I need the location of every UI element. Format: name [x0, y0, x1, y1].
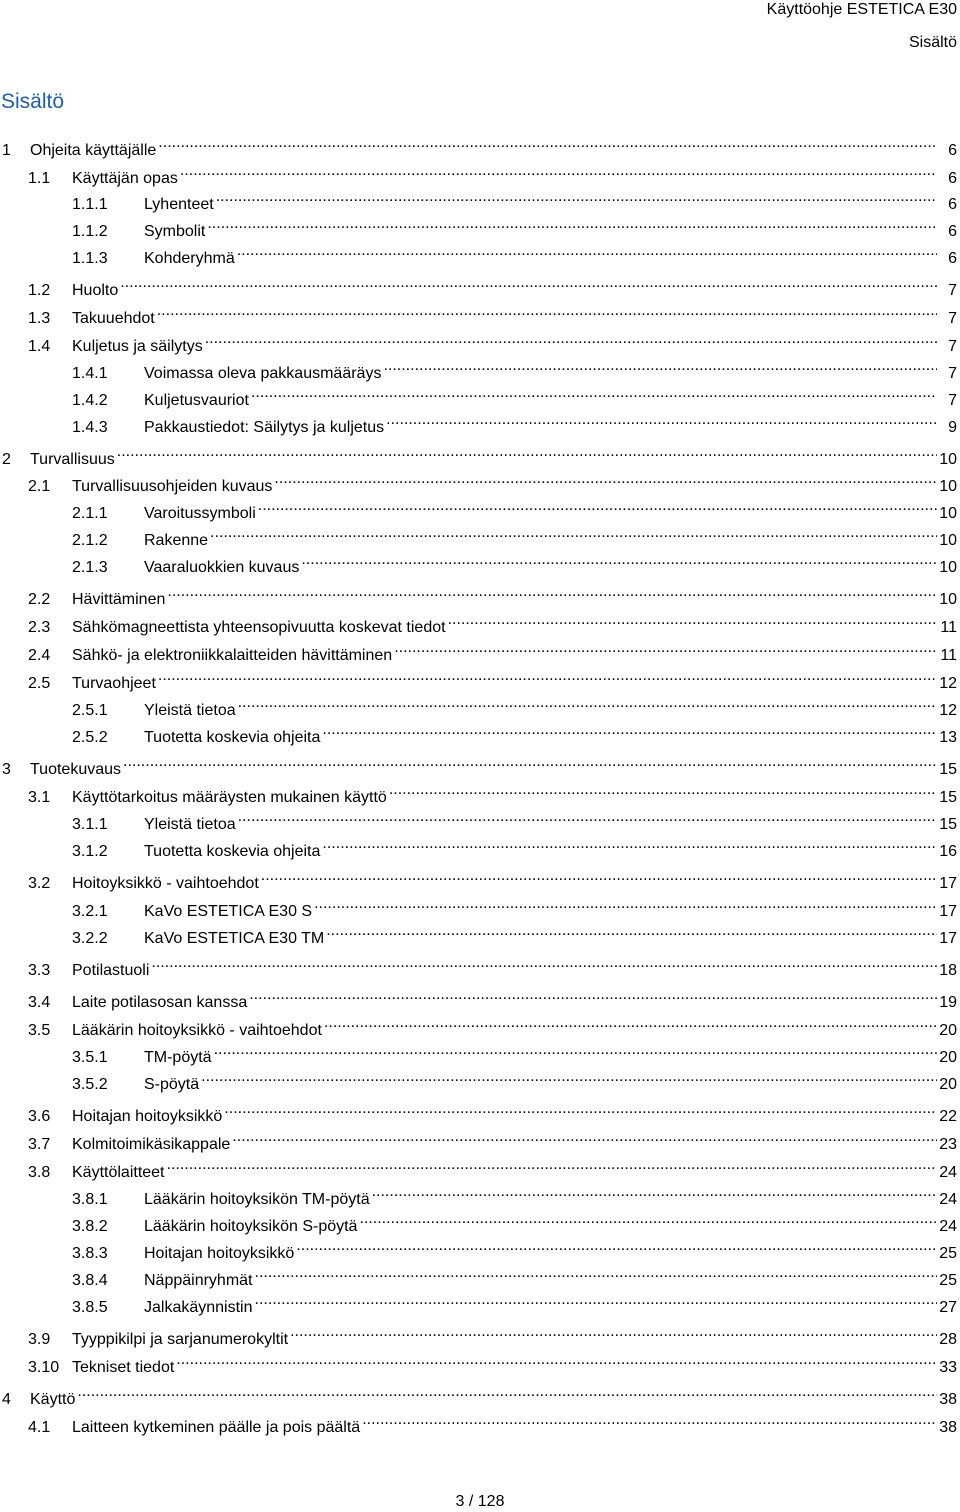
document-title-header: Käyttöohje ESTETICA E30 [766, 1, 957, 18]
toc-entry-label: Vaaraluokkien kuvaus [144, 559, 300, 576]
toc-entry[interactable] [0, 1322, 957, 1348]
toc-entry-page: 38 [939, 1419, 957, 1436]
toc-entry-label: Laitteen kytkeminen päälle ja pois päältä [72, 1419, 361, 1436]
toc-entry-label: Voimassa oleva pakkausmääräys [144, 365, 382, 382]
toc-entry-label: Kuljetus ja säilytys [72, 338, 203, 355]
toc-entry-number: 3.2.2 [72, 930, 108, 947]
toc-entry-label: Symbolit [144, 223, 206, 240]
toc-entry[interactable] [0, 1099, 957, 1125]
toc-entry[interactable] [0, 1236, 957, 1262]
toc-entry[interactable] [0, 241, 957, 267]
dot-leader [180, 161, 937, 183]
toc-entry-page: 27 [939, 1299, 957, 1316]
toc-entry-number: 3.8.3 [72, 1245, 108, 1262]
toc-entry-label: Turvallisuus [30, 451, 115, 468]
toc-entry-label: Tyyppikilpi ja sarjanumerokyltit [72, 1331, 289, 1348]
page-title: Sisältö [1, 90, 65, 113]
toc-entry-page: 6 [948, 142, 957, 159]
toc-entry-page: 6 [948, 170, 957, 187]
toc-entry-label: Hävittäminen [72, 591, 166, 608]
toc-entry-number: 1.3 [28, 310, 51, 327]
toc-entry[interactable] [0, 550, 957, 576]
dot-leader [123, 752, 937, 774]
toc-entry[interactable] [0, 985, 957, 1011]
toc-entry[interactable] [0, 301, 957, 327]
dot-leader [322, 720, 937, 742]
toc-entry[interactable] [0, 442, 957, 468]
toc-entry[interactable] [0, 1263, 957, 1289]
toc-entry[interactable] [0, 523, 957, 549]
toc-entry-number: 2.5.1 [72, 702, 108, 719]
dot-leader [296, 1236, 937, 1258]
dot-leader [157, 301, 937, 323]
toc-entry[interactable] [0, 1155, 957, 1181]
toc-entry-page: 10 [939, 559, 957, 576]
toc-entry[interactable] [0, 1350, 957, 1376]
dot-leader [322, 834, 937, 856]
dot-leader [158, 133, 937, 155]
toc-entry-page: 15 [939, 761, 957, 778]
toc-entry-page: 25 [939, 1272, 957, 1289]
toc-entry-label: Hoitajan hoitoyksikkö [144, 1245, 295, 1262]
dot-leader [255, 1263, 938, 1285]
toc-entry-page: 10 [939, 532, 957, 549]
dot-leader [362, 1410, 937, 1432]
toc-entry-number: 3.5.1 [72, 1049, 108, 1066]
toc-entry[interactable] [0, 161, 957, 187]
toc-entry-number: 3.8.1 [72, 1191, 108, 1208]
toc-entry[interactable] [0, 1209, 957, 1235]
toc-entry-number: 3.1.2 [72, 843, 108, 860]
dot-leader [238, 807, 937, 829]
toc-entry-label: Lyhenteet [144, 196, 214, 213]
toc-entry-label: Hoitajan hoitoyksikkö [72, 1108, 223, 1125]
toc-entry-number: 3.5.2 [72, 1076, 108, 1093]
toc-entry-label: Käyttö [30, 1391, 76, 1408]
dot-leader [274, 469, 937, 491]
toc-entry-label: Sähkömagneettista yhteensopivuutta koskevat tiedot [72, 619, 446, 636]
toc-entry-page: 24 [939, 1164, 957, 1181]
dot-leader [261, 866, 937, 888]
dot-leader [158, 666, 937, 688]
toc-entry-page: 23 [939, 1136, 957, 1153]
toc-entry-page: 16 [939, 843, 957, 860]
toc-entry-number: 3 [2, 761, 11, 778]
toc-entry-label: Kolmitoimikäsikappale [72, 1136, 231, 1153]
dot-leader [290, 1322, 937, 1344]
toc-entry[interactable] [0, 1290, 957, 1316]
dot-leader [314, 894, 937, 916]
toc-entry[interactable] [0, 1067, 957, 1093]
toc-entry-page: 12 [939, 702, 957, 719]
toc-entry-label: Potilastuoli [72, 962, 150, 979]
toc-entry-page: 25 [939, 1245, 957, 1262]
toc-entry-page: 15 [939, 789, 957, 806]
toc-entry-page: 10 [939, 591, 957, 608]
toc-entry[interactable] [0, 133, 957, 159]
toc-entry[interactable] [0, 469, 957, 495]
toc-entry-number: 1.4.3 [72, 419, 108, 436]
toc-entry-label: Varoitussymboli [144, 505, 256, 522]
toc-entry-number: 1.4.1 [72, 365, 108, 382]
toc-entry-number: 2 [2, 451, 11, 468]
dot-leader [167, 582, 937, 604]
toc-entry-number: 1.4 [28, 338, 51, 355]
toc-entry-page: 7 [948, 282, 957, 299]
toc-entry-number: 3.8.4 [72, 1272, 108, 1289]
dot-leader [359, 1209, 937, 1231]
toc-entry[interactable] [0, 1382, 957, 1408]
toc-entry-page: 19 [939, 994, 957, 1011]
dot-leader [237, 241, 937, 263]
toc-entry[interactable] [0, 214, 957, 240]
toc-entry[interactable] [0, 410, 957, 436]
dot-leader [205, 329, 937, 351]
toc-entry-number: 2.5.2 [72, 729, 108, 746]
toc-entry[interactable] [0, 1127, 957, 1153]
dot-leader [207, 214, 937, 236]
dot-leader [372, 1182, 937, 1204]
toc-entry-page: 18 [939, 962, 957, 979]
toc-entry[interactable] [0, 383, 957, 409]
toc-entry-number: 1.1 [28, 170, 51, 187]
toc-entry-number: 3.1.1 [72, 816, 108, 833]
toc-entry-label: Rakenne [144, 532, 209, 549]
toc-entry[interactable] [0, 834, 957, 860]
toc-entry-number: 1.2 [28, 282, 51, 299]
toc-entry-number: 3.6 [28, 1108, 51, 1125]
toc-entry-label: KaVo ESTETICA E30 S [144, 903, 313, 920]
dot-leader [151, 953, 937, 975]
toc-entry-page: 6 [948, 196, 957, 213]
toc-entry-label: Pakkaustiedot: Säilytys ja kuljetus [144, 419, 385, 436]
toc-entry-label: KaVo ESTETICA E30 TM [144, 930, 325, 947]
toc-entry[interactable] [0, 273, 957, 299]
toc-entry[interactable] [0, 666, 957, 692]
toc-entry[interactable] [0, 1040, 957, 1066]
toc-entry[interactable] [0, 1013, 957, 1039]
toc-entry-label: S-pöytä [144, 1076, 200, 1093]
toc-entry-number: 2.1.3 [72, 559, 108, 576]
toc-entry-page: 10 [939, 451, 957, 468]
toc-entry-page: 17 [939, 930, 957, 947]
toc-entry[interactable] [0, 720, 957, 746]
toc-entry-label: Lääkärin hoitoyksikön S-pöytä [144, 1218, 358, 1235]
toc-entry-number: 3.4 [28, 994, 51, 1011]
toc-entry-page: 7 [948, 338, 957, 355]
toc-entry-page: 13 [939, 729, 957, 746]
toc-entry-label: Lääkärin hoitoyksikkö - vaihtoehdot [72, 1022, 322, 1039]
dot-leader [326, 921, 937, 943]
toc-entry-number: 2.5 [28, 675, 51, 692]
toc-entry-number: 2.1.2 [72, 532, 108, 549]
dot-leader [394, 638, 937, 660]
toc-entry-number: 2.4 [28, 647, 51, 664]
toc-entry-number: 3.5 [28, 1022, 51, 1039]
dot-leader [167, 1155, 938, 1177]
toc-entry-label: Kohderyhmä [144, 250, 235, 267]
toc-entry[interactable] [0, 953, 957, 979]
toc-entry-page: 6 [948, 250, 957, 267]
toc-entry-number: 3.10 [28, 1359, 60, 1376]
dot-leader [386, 410, 937, 432]
toc-entry-page: 10 [939, 478, 957, 495]
dot-leader [201, 1067, 937, 1089]
toc-entry-label: Käyttäjän opas [72, 170, 178, 187]
toc-entry-label: Sähkö- ja elektroniikkalaitteiden hävittäminen [72, 647, 393, 664]
toc-entry-page: 12 [939, 675, 957, 692]
toc-entry[interactable] [0, 752, 957, 778]
dot-leader [301, 550, 937, 572]
dot-leader [448, 610, 937, 632]
dot-leader [238, 693, 937, 715]
toc-entry-page: 15 [939, 816, 957, 833]
toc-entry[interactable] [0, 866, 957, 892]
dot-leader [383, 356, 937, 378]
toc-entry-label: Tuotetta koskevia ohjeita [144, 729, 321, 746]
toc-entry-number: 1.1.2 [72, 223, 108, 240]
dot-leader [117, 442, 937, 464]
toc-entry-page: 38 [939, 1391, 957, 1408]
toc-entry-page: 7 [948, 310, 957, 327]
toc-entry-page: 9 [948, 419, 957, 436]
toc-entry-number: 3.2.1 [72, 903, 108, 920]
toc-entry-label: Tuotetta koskevia ohjeita [144, 843, 321, 860]
toc-entry-label: Tuotekuvaus [30, 761, 122, 778]
toc-entry-page: 20 [939, 1022, 957, 1039]
toc-entry-number: 3.1 [28, 789, 51, 806]
toc-entry-label: Kuljetusvauriot [144, 392, 249, 409]
toc-entry[interactable] [0, 921, 957, 947]
toc-entry-label: Tekniset tiedot [72, 1359, 175, 1376]
toc-entry-number: 2.3 [28, 619, 51, 636]
toc-entry[interactable] [0, 610, 957, 636]
toc-entry-page: 33 [939, 1359, 957, 1376]
toc-entry-number: 1 [2, 142, 11, 159]
toc-entry-number: 4.1 [28, 1419, 51, 1436]
dot-leader [251, 383, 937, 405]
toc-entry-page: 28 [939, 1331, 957, 1348]
toc-entry-number: 3.8.2 [72, 1218, 108, 1235]
dot-leader [120, 273, 937, 295]
toc-entry-number: 2.1 [28, 478, 51, 495]
toc-entry-label: Ohjeita käyttäjälle [30, 142, 157, 159]
toc-entry[interactable] [0, 187, 957, 213]
toc-entry-number: 3.9 [28, 1331, 51, 1348]
toc-entry[interactable] [0, 894, 957, 920]
toc-entry-page: 17 [939, 903, 957, 920]
dot-leader [255, 1290, 938, 1312]
toc-entry-number: 1.1.3 [72, 250, 108, 267]
toc-entry-page: 17 [939, 875, 957, 892]
toc-entry-page: 11 [940, 647, 957, 664]
toc-entry-label: Yleistä tietoa [144, 816, 236, 833]
dot-leader [224, 1099, 937, 1121]
dot-leader [389, 780, 937, 802]
toc-entry[interactable] [0, 807, 957, 833]
toc-entry[interactable] [0, 329, 957, 355]
page-indicator: 3 / 128 [455, 1493, 505, 1510]
toc-entry-label: Laite potilasosan kanssa [72, 994, 248, 1011]
toc-entry-number: 1.1.1 [72, 196, 108, 213]
section-header: Sisältö [908, 34, 957, 51]
toc-entry-number: 3.7 [28, 1136, 51, 1153]
toc-entry-number: 3.8 [28, 1164, 51, 1181]
toc-entry[interactable] [0, 1182, 957, 1208]
toc-entry[interactable] [0, 582, 957, 608]
toc-entry-page: 22 [939, 1108, 957, 1125]
toc-entry-page: 20 [939, 1049, 957, 1066]
page-number-footer [0, 1492, 960, 1512]
toc-entry[interactable] [0, 780, 957, 806]
toc-entry-page: 24 [939, 1218, 957, 1235]
toc-entry-page: 20 [939, 1076, 957, 1093]
toc-entry[interactable] [0, 693, 957, 719]
dot-leader [258, 496, 937, 518]
toc-entry[interactable] [0, 496, 957, 522]
toc-entry-number: 2.2 [28, 591, 51, 608]
toc-entry-page: 11 [940, 619, 957, 636]
toc-entry-page: 6 [948, 223, 957, 240]
toc-entry-label: Käyttötarkoitus määräysten mukainen käyttö [72, 789, 387, 806]
dot-leader [232, 1127, 937, 1149]
toc-entry[interactable] [0, 638, 957, 664]
toc-entry-page: 7 [948, 365, 957, 382]
toc-entry-label: TM-pöytä [144, 1049, 212, 1066]
toc-entry[interactable] [0, 1410, 957, 1436]
toc-entry-number: 4 [2, 1391, 11, 1408]
dot-leader [324, 1013, 937, 1035]
toc-entry-label: Näppäinryhmät [144, 1272, 253, 1289]
toc-entry-label: Hoitoyksikkö - vaihtoehdot [72, 875, 259, 892]
dot-leader [216, 187, 937, 209]
dot-leader [77, 1382, 937, 1404]
toc-entry-label: Käyttölaitteet [72, 1164, 165, 1181]
toc-entry-number: 3.2 [28, 875, 51, 892]
toc-entry-number: 3.3 [28, 962, 51, 979]
toc-entry-number: 2.1.1 [72, 505, 108, 522]
dot-leader [176, 1350, 937, 1372]
toc-entry-label: Yleistä tietoa [144, 702, 236, 719]
toc-entry-label: Huolto [72, 282, 119, 299]
dot-leader [210, 523, 937, 545]
dot-leader [214, 1040, 937, 1062]
toc-entry[interactable] [0, 356, 957, 382]
toc-entry-number: 1.4.2 [72, 392, 108, 409]
toc-entry-number: 3.8.5 [72, 1299, 108, 1316]
toc-entry-label: Takuuehdot [72, 310, 155, 327]
toc-entry-label: Lääkärin hoitoyksikön TM-pöytä [144, 1191, 370, 1208]
toc-entry-label: Turvaohjeet [72, 675, 156, 692]
toc-entry-label: Jalkakäynnistin [144, 1299, 253, 1316]
toc-entry-page: 24 [939, 1191, 957, 1208]
toc-entry-page: 10 [939, 505, 957, 522]
toc-entry-page: 7 [948, 392, 957, 409]
dot-leader [249, 985, 937, 1007]
toc-entry-label: Turvallisuusohjeiden kuvaus [72, 478, 273, 495]
